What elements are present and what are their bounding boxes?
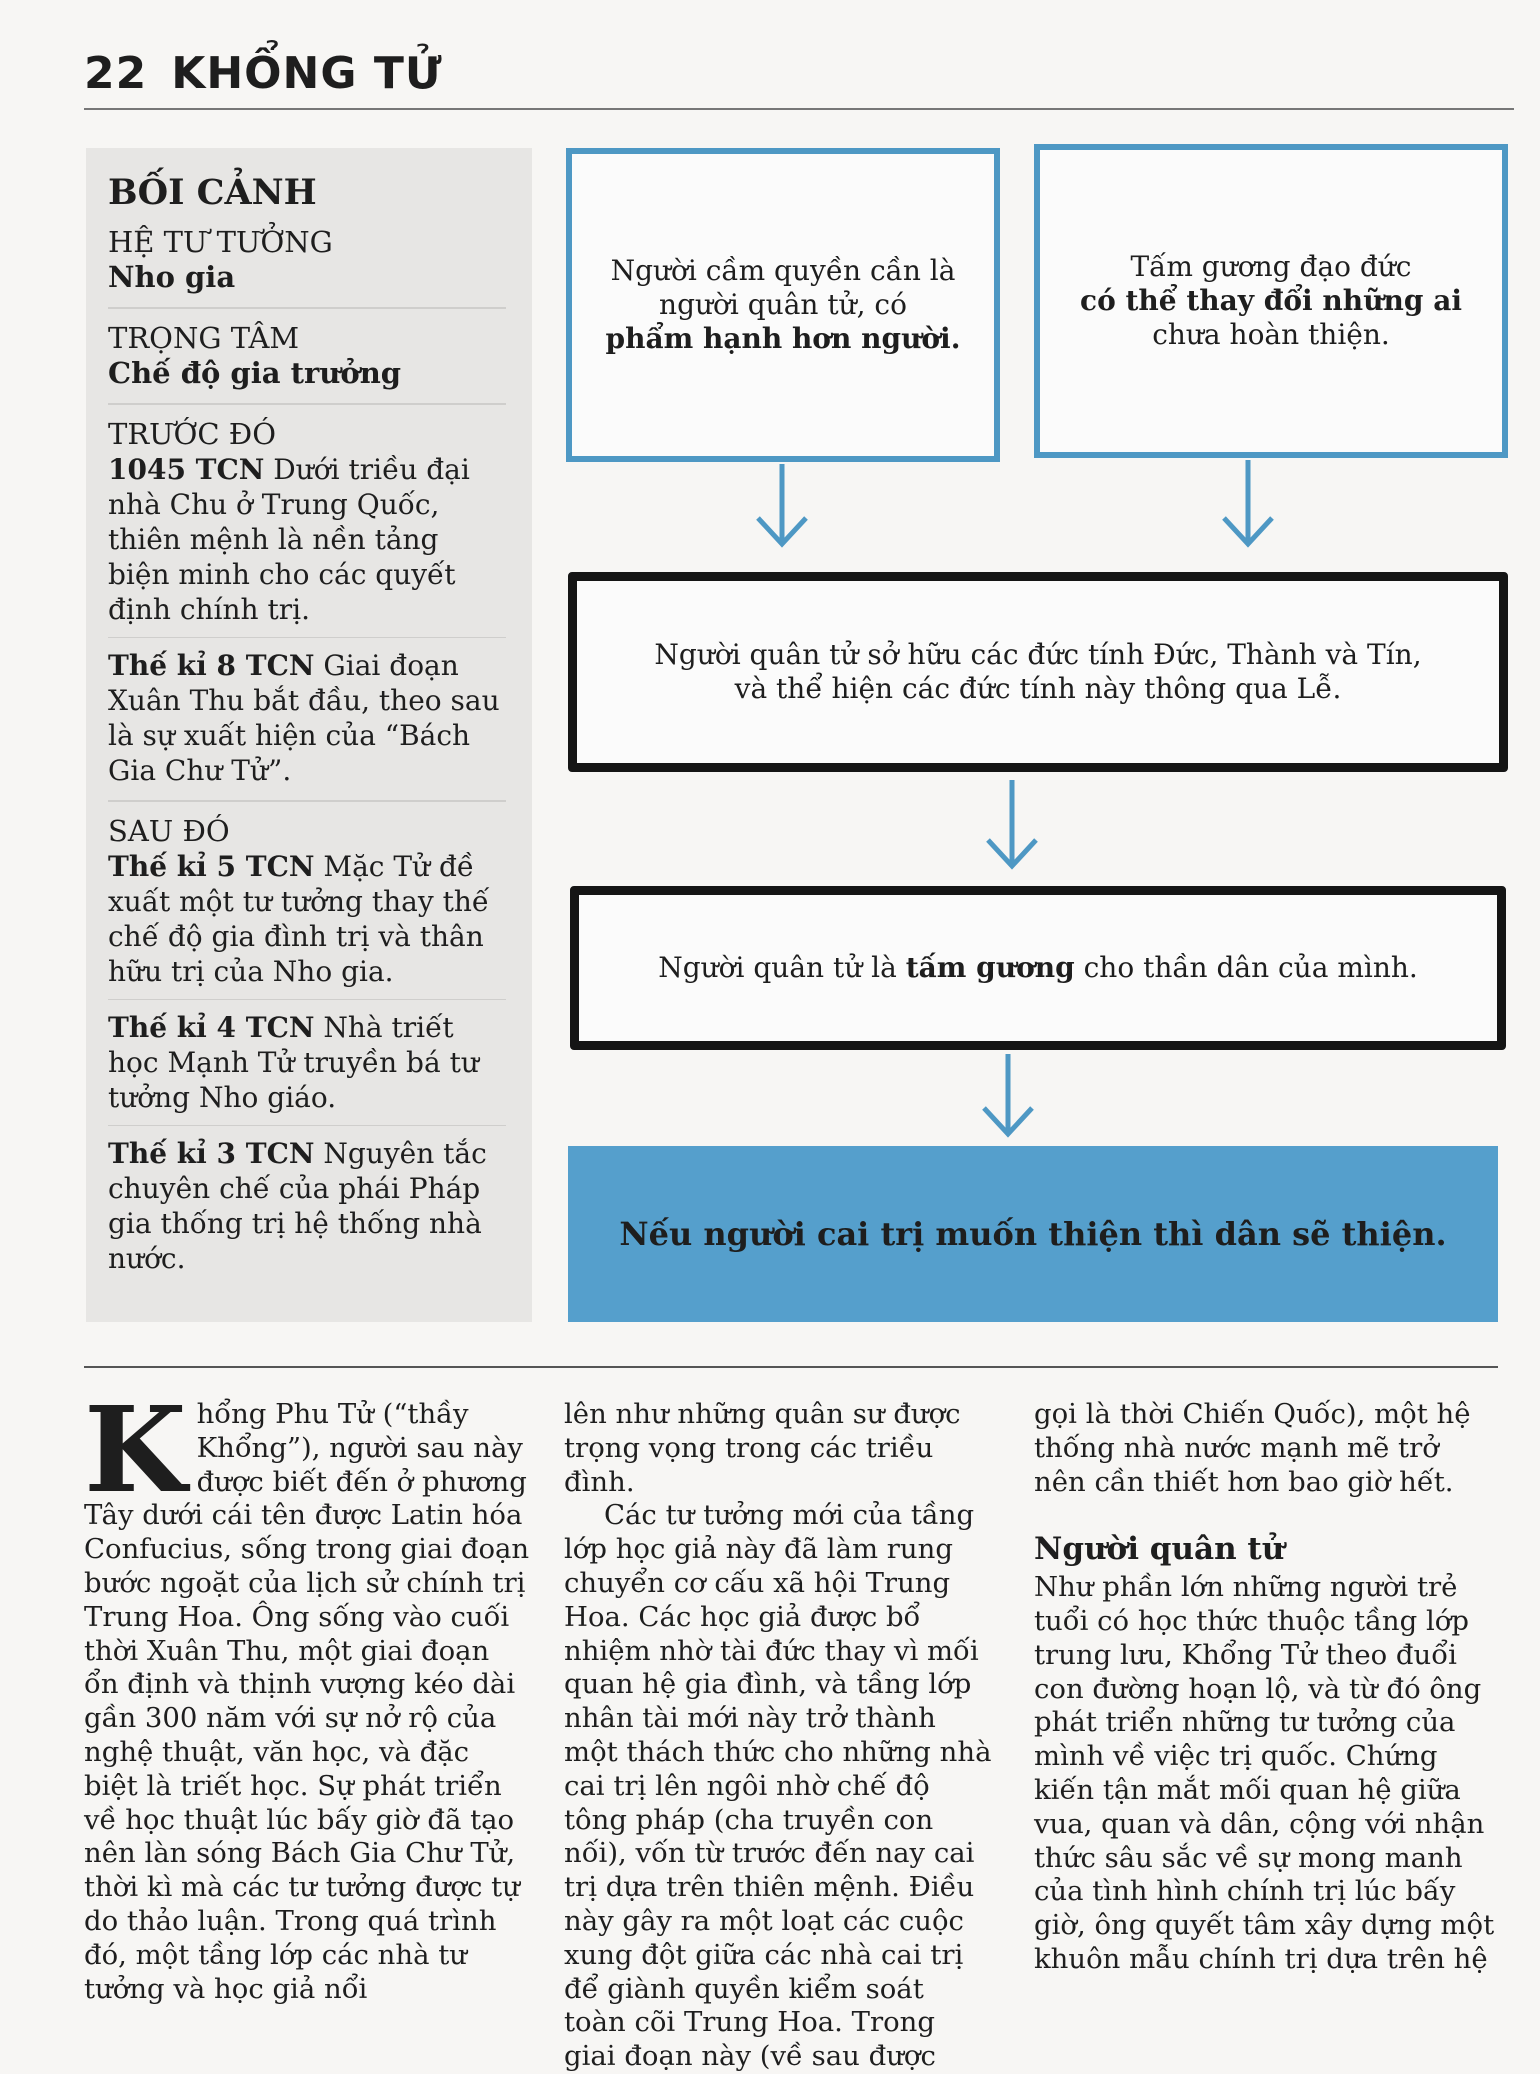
page-header [84,48,443,99]
timeline-date: Thế kỉ 8 TCN [108,649,315,682]
entry-divider [108,637,506,638]
body-paragraph: Như phần lớn những người trẻ tuổi có học thức thuộc tầng lớp trung lưu, Khổng Tử theo đuổi con đường hoạn lộ, và từ đó ông phát triển những tư tưởng của mình về việc trị quốc. Chứng kiến tận mắt mối quan hệ giữa vua, quan và dân, cộng với nhận thức sâu sắc về sự mong manh của tình hình chính trị lúc bấy giờ, ông quyết tâm xây dựng một khuôn mẫu chính trị dựa trên hệ [1034,1571,1495,1975]
timeline-date: 1045 TCN [108,453,265,486]
drop-cap: K [84,1380,187,1519]
conclusion-box [568,1146,1498,1322]
sidebar-title: BỐI CẢNH [108,172,317,213]
timeline-text: Mặc Tử đề xuất một tư tưởng thay thế chế độ gia đình trị và thân hữu trị của Nho gia. [108,850,490,988]
sidebar-divider [108,307,506,309]
premise-box-ruler [566,148,1000,462]
premise-box-example [1034,144,1508,458]
school-value: Nho gia [108,260,236,294]
timeline-entry [108,452,506,627]
timeline-entry [108,1010,506,1115]
header-rule [84,108,1514,110]
timeline-entry [108,648,506,788]
down-arrow-icon [978,1052,1038,1142]
body-paragraph: Các tư tưởng mới của tầng lớp học giả này đã làm rung chuyển cơ cấu xã hội Trung Hoa. Các học giả được bổ nhiệm nhờ tài đức thay vì mối quan hệ gia đình, và tầng lớp nhân tài mới này trở thành một thách thức cho những nhà cai trị lên ngôi nhờ chế độ tông pháp (cha truyền con nối), vốn từ trước đến nay cai trị dựa trên thiên mệnh. Điều này gây ra một loạt các cuộc xung đột giữa các nhà cai trị để giành quyền kiểm soát toàn cõi Trung Hoa. Trong giai đoạn này (về sau được [564,1499,992,2073]
body-column-1 [84,1380,530,2006]
down-arrow-icon [752,462,812,552]
premise-line-emphasis: phẩm hạnh hơn người. [605,322,961,355]
premise-line-emphasis: có thể thay đổi những ai [1080,284,1462,317]
context-sidebar [86,148,532,1322]
body-paragraph: gọi là thời Chiến Quốc), một hệ thống nhà nước mạnh mẽ trở nên cần thiết hơn bao giờ hết. [1034,1398,1471,1498]
timeline-text: Dưới triều đại nhà Chu ở Trung Quốc, thiên mệnh là nền tảng biện minh cho các quyết định chính trị. [108,453,470,626]
example-line [658,951,1418,985]
focus-label: TRỌNG TÂM [108,321,300,355]
down-arrow-icon [982,778,1042,874]
virtues-box [568,572,1508,772]
body-paragraph: hổng Phu Tử (“thầy Khổng”), người sau này được biết đến ở phương Tây dưới cái tên được Latin hóa Confucius, sống trong giai đoạn bước ngoặt của lịch sử chính trị Trung Hoa. Ông sống vào cuối thời Xuân Thu, một giai đoạn ổn định và thịnh vượng kéo dài gần 300 năm với sự nở rộ của nghệ thuật, văn học, và đặc biệt là triết học. Sự phát triển về học thuật lúc bấy giờ đã tạo nên làn sóng Bách Gia Chư Tử, thời kì mà các tư tưởng được tự do thảo luận. Trong quá trình đó, một tầng lớp các nhà tư tưởng và học giả nổi [84,1398,530,2005]
timeline-date: Thế kỉ 4 TCN [108,1011,315,1044]
sidebar-divider [108,403,506,405]
timeline-entry [108,1136,506,1276]
down-arrow-icon [1218,458,1278,552]
timeline-text: Nguyên tắc chuyên chế của phái Pháp gia thống trị hệ thống nhà nước. [108,1137,487,1275]
body-column-3 [1034,1398,1498,1977]
sidebar-divider [108,800,506,802]
before-label: TRƯỚC ĐÓ [108,417,276,451]
after-label: SAU ĐÓ [108,814,230,848]
virtues-line: Người quân tử sở hữu các đức tính Đức, Thành và Tín, [654,638,1422,671]
page-number: 22 [84,48,148,99]
body-column-2 [564,1398,994,2074]
virtues-line: và thể hiện các đức tính này thông qua Lễ. [734,672,1342,705]
focus-value: Chế độ gia trưởng [108,356,402,390]
timeline-date: Thế kỉ 5 TCN [108,850,315,883]
section-divider [84,1366,1498,1368]
example-text: Người quân tử là [658,951,906,984]
conclusion-text: Nếu người cai trị muốn thiện thì dân sẽ thiện. [619,1215,1447,1253]
timeline-text: Nhà triết học Mạnh Tử truyền bá tư tưởng Nho giáo. [108,1011,479,1114]
entry-divider [108,999,506,1000]
premise-line: người quân tử, có [659,288,907,321]
entry-divider [108,1125,506,1126]
chapter-title: KHỔNG TỬ [171,48,443,99]
premise-line: Người cầm quyền cần là [610,254,956,287]
body-paragraph: lên như những quân sư được trọng vọng trong các triều đình. [564,1398,961,1498]
timeline-text: Giai đoạn Xuân Thu bắt đầu, theo sau là sự xuất hiện của “Bách Gia Chư Tử”. [108,649,500,787]
timeline-date: Thế kỉ 3 TCN [108,1137,315,1170]
example-box [570,886,1506,1050]
example-text: cho thần dân của mình. [1074,951,1418,984]
example-text-emphasis: tấm gương [905,951,1075,984]
premise-line: chưa hoàn thiện. [1152,318,1390,351]
section-heading: Người quân tử [1034,1531,1285,1568]
premise-line: Tấm gương đạo đức [1130,250,1412,283]
timeline-entry [108,849,506,989]
school-label: HỆ TƯ TƯỞNG [108,225,333,259]
